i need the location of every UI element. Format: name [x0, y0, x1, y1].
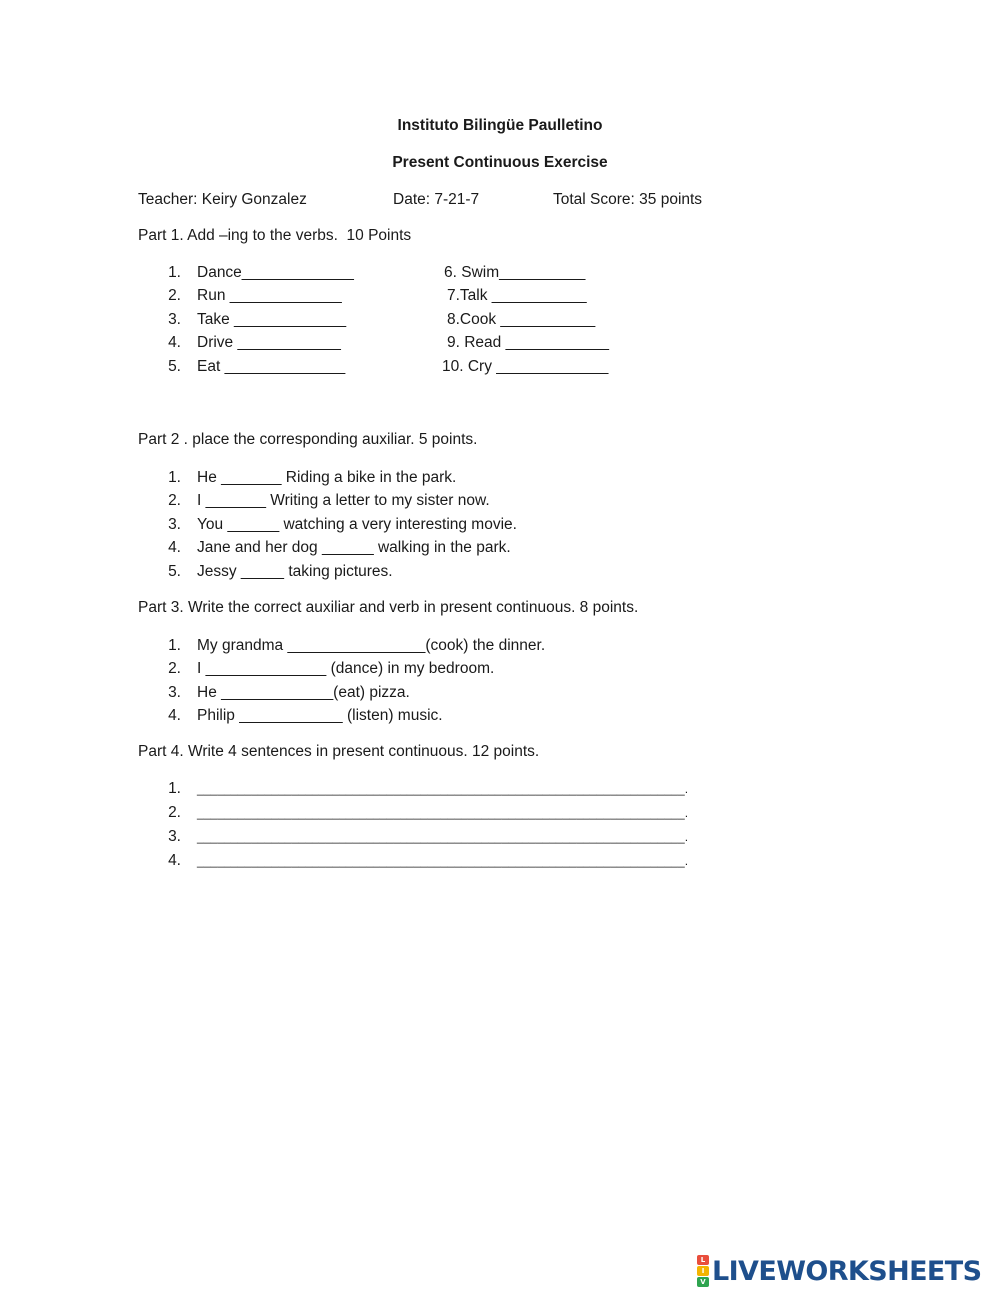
item-text: Take _____________ [197, 311, 347, 328]
item-text: He _______ Riding a bike in the park. [197, 469, 457, 486]
item-number: 5. [168, 358, 181, 375]
item-number: 4. [168, 334, 181, 351]
part3-heading: Part 3. Write the correct auxiliar and verb in present continuous. 8 points. [138, 599, 639, 616]
part1-heading: Part 1. Add –ing to the verbs. 10 Points [138, 227, 412, 244]
list-item: 10. Cry _____________ [442, 358, 609, 375]
item-text: He _____________(eat) pizza. [197, 684, 410, 701]
item-number: 2. [168, 660, 181, 677]
logo-block: I [697, 1266, 709, 1276]
item-text: Philip ____________ (listen) music. [197, 707, 443, 724]
item-text: Dance_____________ [197, 264, 354, 281]
item-number: 4. [168, 539, 181, 556]
item-number: 1. [168, 469, 181, 486]
date-label: Date: 7-21-7 [393, 191, 480, 208]
list-item: 7.Talk ___________ [447, 287, 587, 304]
logo-block: L [697, 1255, 709, 1265]
school-name: Instituto Bilingüe Paulletino [397, 117, 603, 134]
item-text: Run _____________ [197, 287, 342, 304]
item-text: My grandma ________________(cook) the dinner. [197, 637, 546, 654]
item-number: 4. [168, 852, 181, 869]
item-number: 5. [168, 563, 181, 580]
answer-line: ________________________________________________________________________. [197, 806, 689, 820]
answer-line: ________________________________________________________________________. [197, 830, 689, 844]
teacher-label: Teacher: Keiry Gonzalez [138, 191, 307, 208]
item-number: 3. [168, 311, 181, 328]
answer-line: ________________________________________________________________________. [197, 782, 689, 796]
item-text: Eat ______________ [197, 358, 346, 375]
item-number: 3. [168, 684, 181, 701]
item-text: Jessy _____ taking pictures. [197, 563, 393, 580]
item-number: 1. [168, 264, 181, 281]
logo-blocks-icon [697, 1255, 709, 1287]
item-text: Drive ____________ [197, 334, 341, 351]
liveworksheets-logo [697, 1255, 981, 1287]
item-number: 1. [168, 637, 181, 654]
item-number: 3. [168, 516, 181, 533]
item-number: 2. [168, 804, 181, 821]
part2-heading: Part 2 . place the corresponding auxiliar. 5 points. [138, 431, 478, 448]
item-number: 2. [168, 492, 181, 509]
score-label: Total Score: 35 points [553, 191, 703, 208]
page-title: Present Continuous Exercise [392, 154, 608, 171]
part4-heading: Part 4. Write 4 sentences in present continuous. 12 points. [138, 743, 540, 760]
item-text: You ______ watching a very interesting movie. [197, 516, 517, 533]
item-text: I _______ Writing a letter to my sister now. [197, 492, 490, 509]
answer-line: ________________________________________________________________________. [197, 854, 689, 868]
item-number: 2. [168, 287, 181, 304]
list-item: 8.Cook ___________ [447, 311, 596, 328]
item-number: 1. [168, 780, 181, 797]
list-item: 9. Read ____________ [447, 334, 610, 351]
list-item: 6. Swim__________ [444, 264, 586, 281]
item-text: I ______________ (dance) in my bedroom. [197, 660, 495, 677]
logo-block: V [697, 1277, 709, 1287]
logo-text: LIVEWORKSHEETS [712, 1255, 982, 1287]
item-number: 3. [168, 828, 181, 845]
item-text: Jane and her dog ______ walking in the park. [197, 539, 511, 556]
item-number: 4. [168, 707, 181, 724]
